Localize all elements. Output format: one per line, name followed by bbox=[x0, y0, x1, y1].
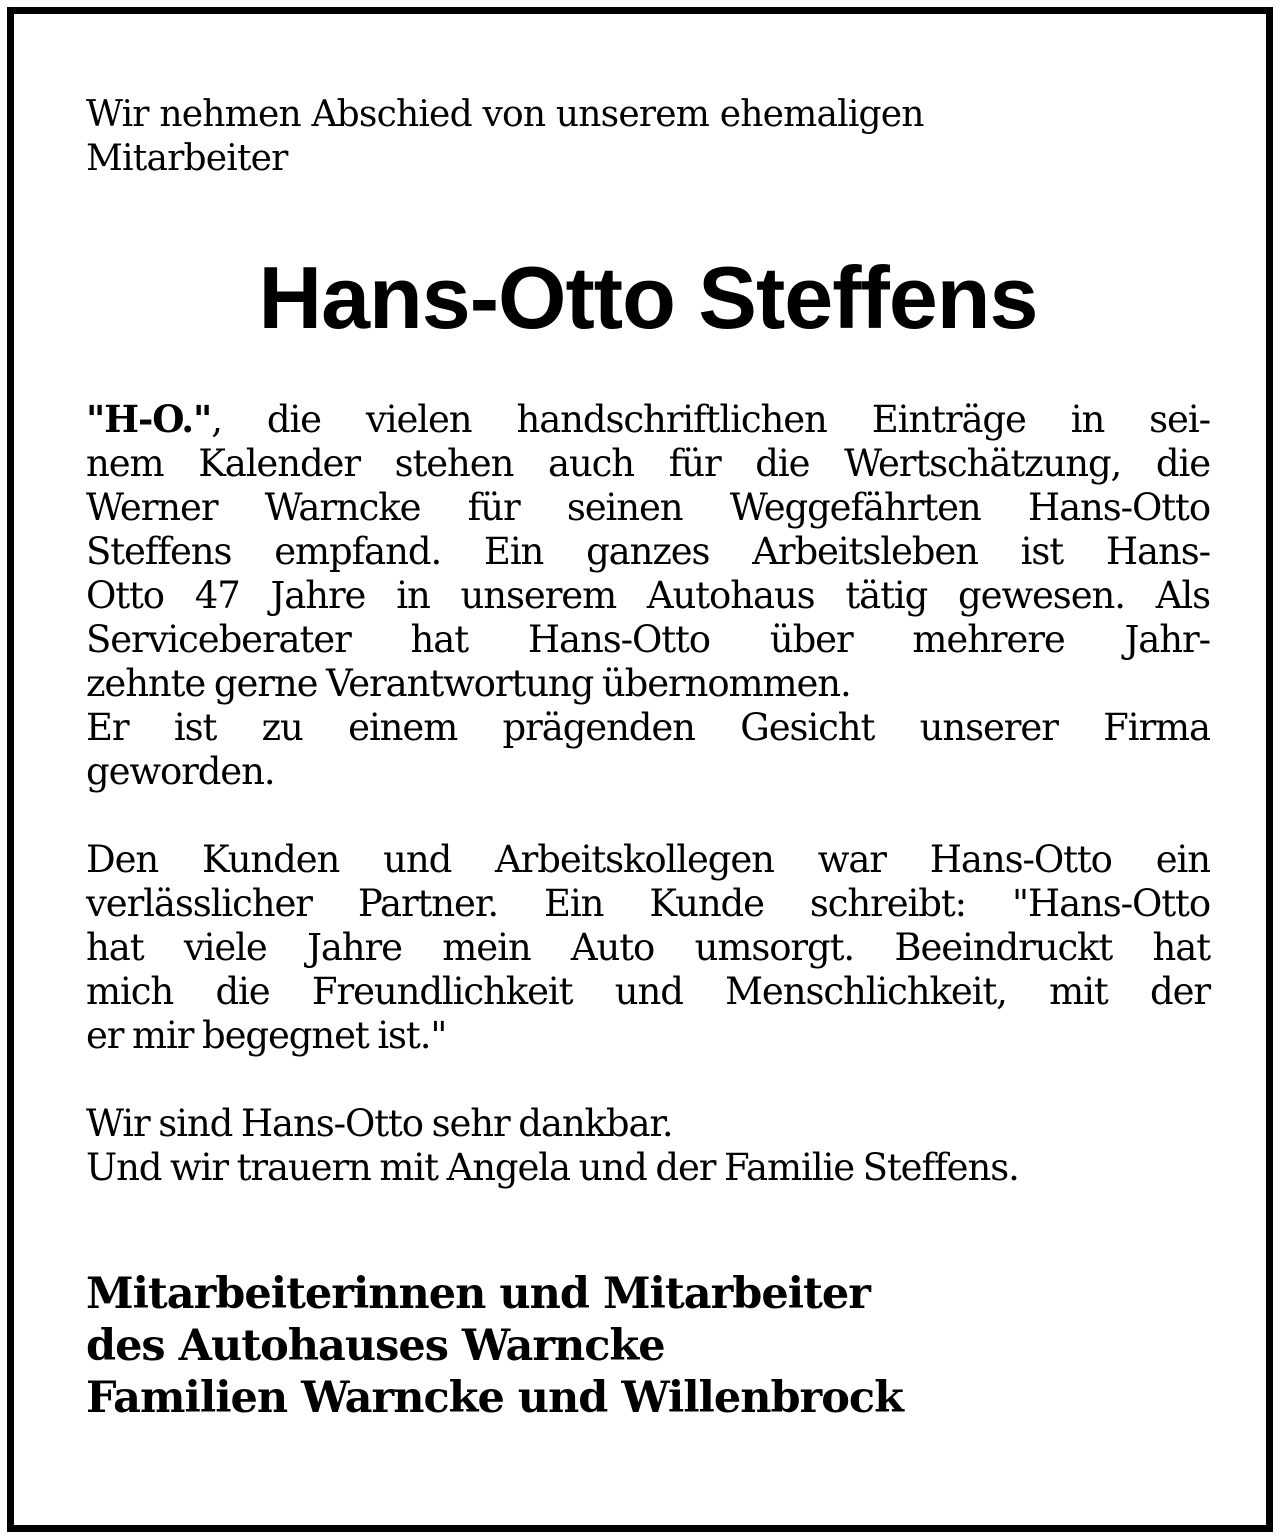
signature-line-2: des Autohauses Warncke bbox=[86, 1321, 665, 1371]
paragraph-line: Steffens empfand. Ein ganzes Arbeitsleben ist Hans- bbox=[86, 530, 1210, 573]
paragraph-line: Den Kunden und Arbeitskollegen war Hans-Otto ein bbox=[86, 838, 1210, 881]
obituary-notice bbox=[86, 93, 1210, 1424]
paragraph-line: Werner Warncke für seinen Weggefährten Hans-Otto bbox=[86, 486, 1210, 529]
paragraph-line: er mir begegnet ist." bbox=[86, 1014, 447, 1057]
notice-border bbox=[7, 7, 1273, 1532]
signature-block bbox=[86, 1268, 1210, 1424]
intro-text bbox=[86, 93, 1210, 181]
paragraph-line: zehnte gerne Verantwortung übernommen. bbox=[86, 662, 851, 705]
paragraph-line: geworden. bbox=[86, 750, 275, 793]
paragraph-tribute bbox=[86, 397, 1210, 794]
paragraph-line: Wir sind Hans-Otto sehr dankbar. bbox=[86, 1102, 673, 1145]
paragraph-line-text: , die vielen handschriftlichen Einträge in sei- bbox=[211, 398, 1210, 441]
paragraph-customers bbox=[86, 838, 1210, 1058]
paragraph-line: hat viele Jahre mein Auto umsorgt. Beeindruckt hat bbox=[86, 926, 1210, 969]
paragraph-line: Serviceberater hat Hans-Otto über mehrere Jahr- bbox=[86, 618, 1210, 661]
paragraph-gratitude bbox=[86, 1102, 1210, 1190]
paragraph-line: nem Kalender stehen auch für die Wertschätzung, die bbox=[86, 442, 1210, 485]
paragraph-line: Er ist zu einem prägenden Gesicht unserer Firma bbox=[86, 706, 1210, 749]
paragraph-line bbox=[86, 397, 1210, 442]
paragraph-line: Und wir trauern mit Angela und der Familie Steffens. bbox=[86, 1146, 1019, 1189]
signature-line-3: Familien Warncke und Willenbrock bbox=[86, 1373, 903, 1423]
paragraph-line: verlässlicher Partner. Ein Kunde schreibt: "Hans-Otto bbox=[86, 882, 1210, 925]
paragraph-line: mich die Freundlichkeit und Menschlichkeit, mit der bbox=[86, 970, 1210, 1013]
deceased-name: Hans-Otto Steffens bbox=[258, 248, 1038, 347]
nickname-lead: "H-O." bbox=[86, 397, 212, 441]
signature-line-1: Mitarbeiterinnen und Mitarbeiter bbox=[86, 1269, 870, 1319]
paragraph-line: Otto 47 Jahre in unserem Autohaus tätig gewesen. Als bbox=[86, 574, 1210, 617]
intro-line-1: Wir nehmen Abschied von unserem ehemaligen bbox=[86, 94, 924, 135]
intro-line-2: Mitarbeiter bbox=[86, 138, 288, 179]
